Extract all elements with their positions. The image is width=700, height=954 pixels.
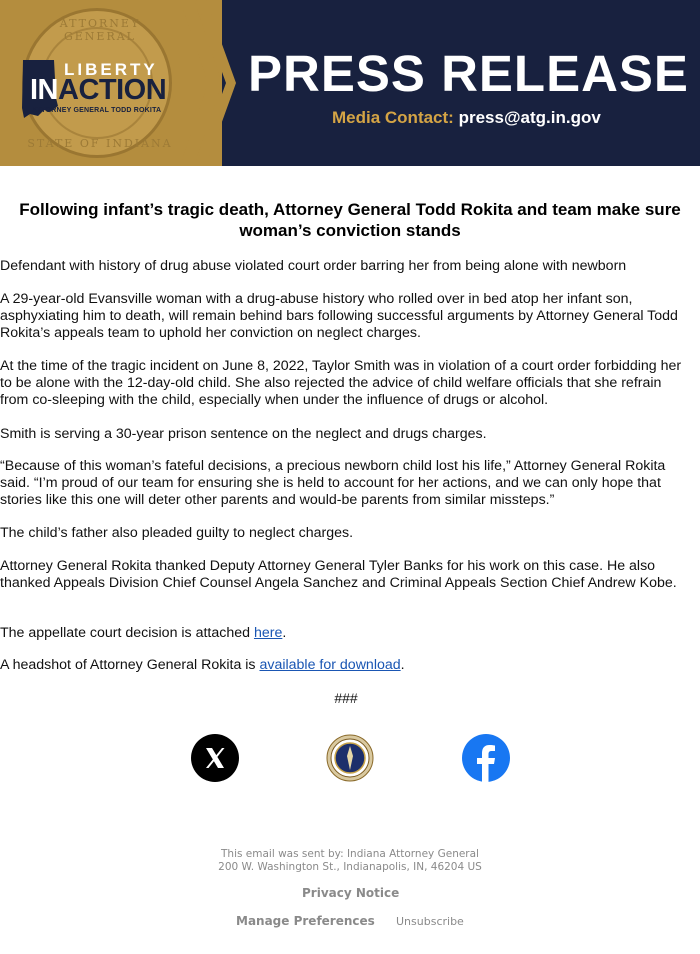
article-paragraph-6: Attorney General Rokita thanked Deputy Attorney General Tyler Banks for his work on this case. He also thanked Appeals Division Chief Counsel Angela Sanchez and Criminal Appeals Section Chief Andrew Kobe. [0,558,677,591]
article-paragraph-1: A 29-year-old Evansville woman with a drug-abuse history who rolled over in bed atop her infant son, asphyxiating him to death, will remain behind bars following successful arguments by Attorney General Todd Rokita’s appeals team to uphold her conviction on neglect charges. [0,291,678,341]
logo-word-inaction [30,74,166,107]
media-contact [332,108,601,128]
paragraph-8-end: . [400,657,405,673]
facebook-icon[interactable] [462,734,510,782]
article-paragraph-7 [0,625,690,642]
paragraph-8-text: A headshot of Attorney General Rokita is [0,657,260,673]
paragraph-7-text: The appellate court decision is attached [0,625,254,641]
paragraph-7-end: . [282,625,287,641]
headshot-download-link[interactable]: available for download [259,657,401,673]
footer-sent-by: This email was sent by: Indiana Attorney General [221,848,479,860]
page-title: PRESS RELEASE [248,45,689,102]
logo-action: ACTION [58,74,167,106]
article-paragraph-4: “Because of this woman’s fateful decisions, a precious newborn child lost his life,” Attorney General Rokita said. “I’m proud of our team for ensuring she is held to account for her actions, and we can only hope that stories like this one will deter other parents and would-be parents from similar missteps.” [0,458,666,508]
logo-word-liberty: LIBERTY [64,60,158,79]
unsubscribe-link[interactable]: Unsubscribe [396,915,464,928]
media-contact-email: press@atg.in.gov [458,108,601,127]
attorney-general-seal-icon[interactable] [326,734,374,782]
manage-preferences-link[interactable]: Manage Preferences [236,914,375,928]
article-paragraph-5: The child’s father also pleaded guilty to neglect charges. [0,525,354,541]
footer-address: 200 W. Washington St., Indianapolis, IN, 46204 US [218,861,482,873]
decision-here-link[interactable]: here [253,625,283,641]
x-logo-icon[interactable] [191,734,239,782]
chevron-divider-inner-icon [180,0,220,166]
article-subhead: Defendant with history of drug abuse violated court order barring her from being alone with newborn [0,258,627,274]
logo-in: IN [30,74,58,106]
seal-bottom-text: STATE OF INDIANA [27,137,173,150]
seal-top-text: ATTORNEY GENERAL [59,17,141,43]
article-paragraph-2: At the time of the tragic incident on June 8, 2022, Taylor Smith was in violation of a court order forbidding her to be alone with the 12-day-old child. She also rejected the advice of child welfare officials that she refrain from co-sleeping with the child, especially when under the influence of drugs or alcohol. [0,358,682,408]
press-release-banner [0,0,700,166]
privacy-notice-link[interactable]: Privacy Notice [302,886,400,900]
article-headline: Following infant’s tragic death, Attorney General Todd Rokita and team make sure woman’s conviction stands [19,200,681,240]
media-contact-label: Media Contact: [332,108,454,127]
end-mark: ### [334,690,358,706]
article-paragraph-3: Smith is serving a 30-year prison sentence on the neglect and drugs charges. [0,426,487,442]
article-paragraph-8 [0,657,690,674]
logo-subtitle: ATTORNEY GENERAL TODD ROKITA [32,107,162,114]
